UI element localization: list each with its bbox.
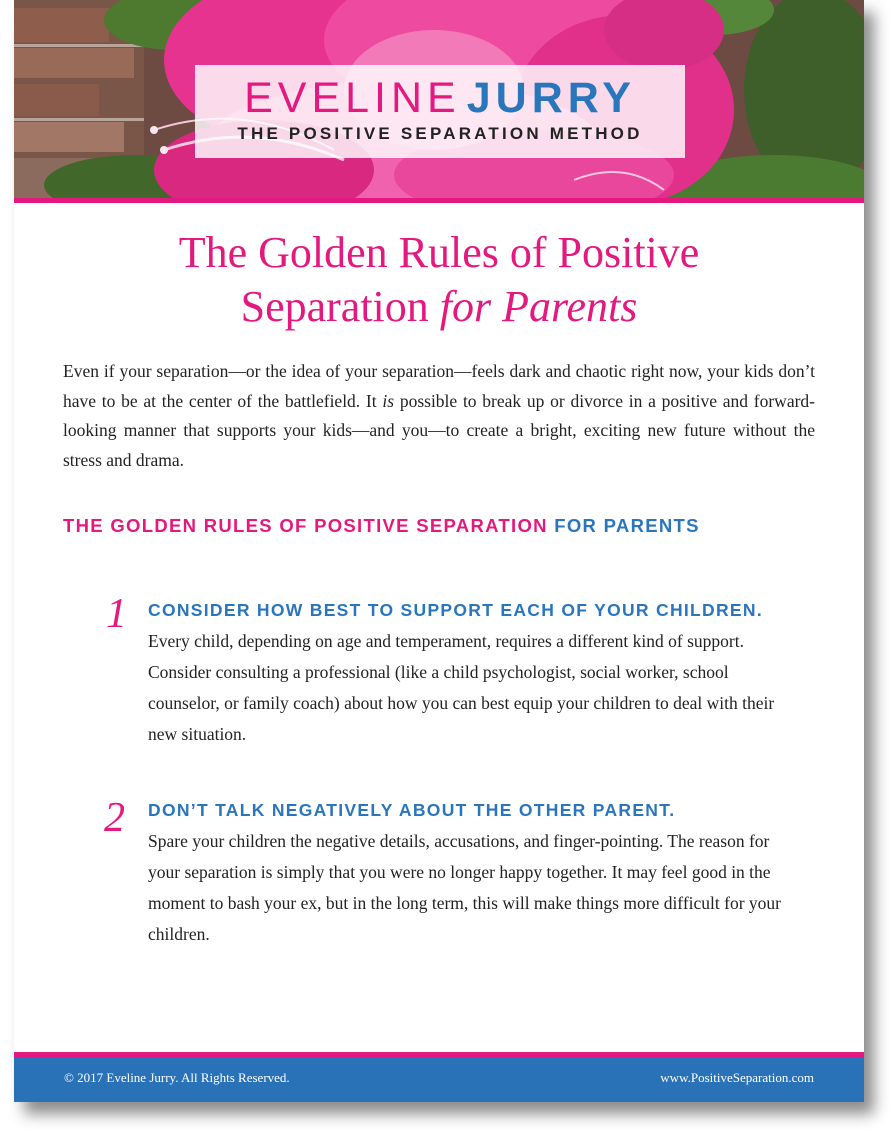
intro-text-2: possible to break up or divorce in a positive and forward-looking manner that supports your kids—and you—to create a bright, exciting new future without the stress and drama. bbox=[63, 390, 815, 470]
intro-emphasis: is bbox=[382, 390, 395, 411]
footer-copyright: © 2017 Eveline Jurry. All Rights Reserved. bbox=[64, 1070, 290, 1085]
title-line-1: The Golden Rules of Positive bbox=[178, 228, 700, 277]
rule-number: 2 bbox=[104, 795, 125, 841]
section-heading-pink: THE GOLDEN RULES OF POSITIVE SEPARATION bbox=[63, 515, 548, 536]
logo-last-name: JURRY bbox=[466, 74, 636, 122]
rule-number: 1 bbox=[106, 591, 127, 637]
rule-body: Spare your children the negative details, accusations, and finger-pointing. The reason for your separation is simply that you were no longer happy together. It may feel good in the moment to bash your ex, but in the long term, this will make things more difficult for your children. bbox=[148, 831, 781, 944]
rule-text bbox=[148, 595, 788, 750]
rule-text bbox=[148, 795, 788, 950]
logo-box bbox=[195, 65, 685, 158]
rule-heading-end: . bbox=[756, 600, 764, 620]
logo bbox=[195, 73, 685, 123]
logo-tagline: THE POSITIVE SEPARATION METHOD bbox=[237, 124, 643, 143]
logo-first-name: EVELINE bbox=[244, 74, 461, 122]
section-heading-blue: FOR PARENTS bbox=[554, 515, 700, 536]
title-line-2 bbox=[14, 280, 864, 334]
rule-heading: CONSIDER HOW BEST TO SUPPORT EACH OF YOUR CHILDREN bbox=[148, 600, 757, 620]
header-divider bbox=[14, 198, 864, 203]
document-page bbox=[14, 0, 864, 1102]
intro-text-1: Even if your separation—or the idea of your separation—feels dark and chaotic right now, your kids don’t have to be at the center of the battlefield. It bbox=[63, 361, 815, 411]
footer-bar bbox=[14, 1058, 864, 1102]
intro-paragraph bbox=[63, 357, 815, 475]
rule-heading: DON’T TALK NEGATIVELY ABOUT THE OTHER PARENT. bbox=[148, 800, 676, 820]
rule-body: Every child, depending on age and temperament, requires a different kind of support. Consider consulting a professional (like a child psychologist, social worker, school counselor, or family coach) about how you can best equip your children to deal with their new situation. bbox=[148, 631, 775, 744]
title-line-2-italic: for Parents bbox=[439, 282, 638, 331]
page-title bbox=[14, 226, 864, 334]
title-line-2-plain: Separation bbox=[240, 282, 440, 331]
header-banner bbox=[14, 0, 864, 198]
section-heading bbox=[63, 512, 823, 540]
footer-website-link[interactable]: www.PositiveSeparation.com bbox=[660, 1070, 814, 1085]
